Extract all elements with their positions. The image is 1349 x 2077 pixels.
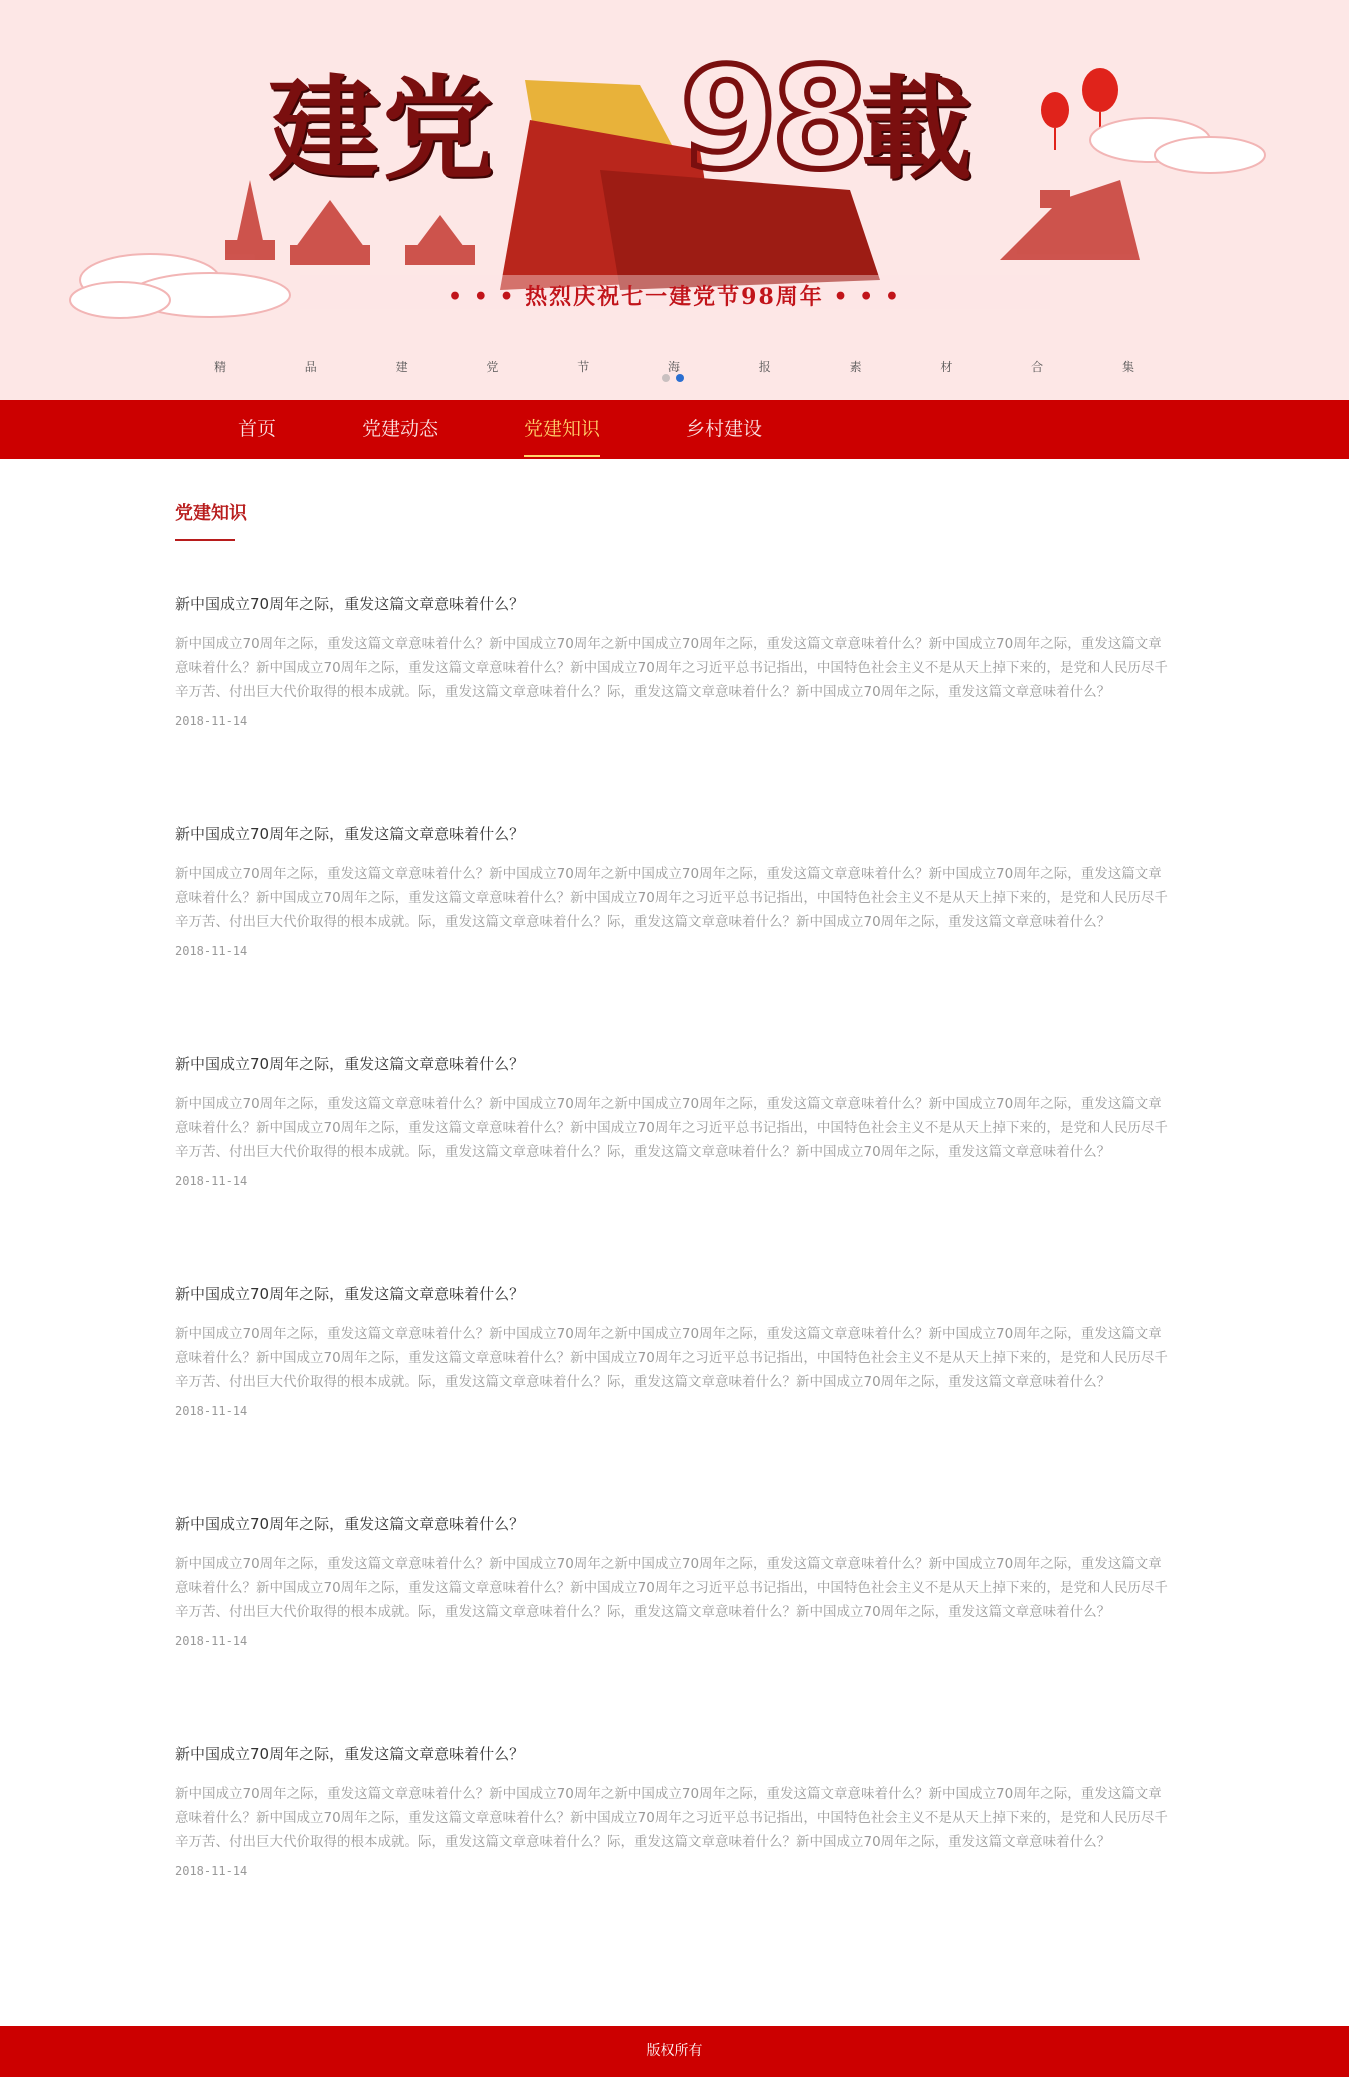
article-title[interactable]: 新中国成立70周年之际，重发这篇文章意味着什么？ xyxy=(175,1285,525,1303)
article-summary: 新中国成立70周年之际，重发这篇文章意味着什么？新中国成立70周年之新中国成立70周年之际，重发这篇文章意味着什么？新中国成立70周年之际，重发这篇文章意味着什么？新中国成立70周年之际，重发这篇文章意味着什么？新中国成立70周年之习近平总书记指出，中国特色社会主义不是从天上掉下来的，是党和人民历尽千辛万苦、付出巨大代价取得的根本成就。际，重发这篇文章意味着什么？际，重发这篇文章意味着什么？新中国成立70周年之际，重发这篇文章意味着什么？ xyxy=(175,1096,1168,1160)
slider-dot-1[interactable] xyxy=(662,374,670,382)
great-wall-icon xyxy=(1000,180,1140,260)
footer xyxy=(0,2026,1349,2077)
hero-banner xyxy=(0,0,1349,400)
article-list xyxy=(175,593,1175,1973)
section-title: 党建知识 xyxy=(175,503,247,524)
banner-title-left: 建党 xyxy=(268,64,496,195)
article-summary: 新中国成立70周年之际，重发这篇文章意味着什么？新中国成立70周年之新中国成立70周年之际，重发这篇文章意味着什么？新中国成立70周年之际，重发这篇文章意味着什么？新中国成立70周年之际，重发这篇文章意味着什么？新中国成立70周年之习近平总书记指出，中国特色社会主义不是从天上掉下来的，是党和人民历尽千辛万苦、付出巨大代价取得的根本成就。际，重发这篇文章意味着什么？际，重发这篇文章意味着什么？新中国成立70周年之际，重发这篇文章意味着什么？ xyxy=(175,1326,1168,1390)
article-item xyxy=(175,1513,1175,1743)
article-date: 2018-11-14 xyxy=(175,944,248,958)
article-date: 2018-11-14 xyxy=(175,1174,248,1188)
article-summary: 新中国成立70周年之际，重发这篇文章意味着什么？新中国成立70周年之新中国成立70周年之际，重发这篇文章意味着什么？新中国成立70周年之际，重发这篇文章意味着什么？新中国成立70周年之际，重发这篇文章意味着什么？新中国成立70周年之习近平总书记指出，中国特色社会主义不是从天上掉下来的，是党和人民历尽千辛万苦、付出巨大代价取得的根本成就。际，重发这篇文章意味着什么？际，重发这篇文章意味着什么？新中国成立70周年之际，重发这篇文章意味着什么？ xyxy=(175,1556,1168,1620)
banner-char: 党 xyxy=(486,360,499,374)
nav-list xyxy=(238,400,848,459)
banner-char: 素 xyxy=(849,360,862,374)
nav-item-home[interactable]: 首页 xyxy=(238,418,277,440)
banner-char: 节 xyxy=(577,360,590,374)
article-date: 2018-11-14 xyxy=(175,714,248,728)
nav-item-party-news[interactable]: 党建动态 xyxy=(362,418,439,440)
article-item xyxy=(175,1283,1175,1513)
banner-char: 品 xyxy=(304,360,317,374)
article-title[interactable]: 新中国成立70周年之际，重发这篇文章意味着什么？ xyxy=(175,595,525,613)
article-title[interactable]: 新中国成立70周年之际，重发这篇文章意味着什么？ xyxy=(175,825,525,843)
article-item xyxy=(175,823,1175,1053)
banner-title-right: 載 xyxy=(860,64,974,195)
banner-char: 材 xyxy=(940,360,953,374)
article-summary: 新中国成立70周年之际，重发这篇文章意味着什么？新中国成立70周年之新中国成立70周年之际，重发这篇文章意味着什么？新中国成立70周年之际，重发这篇文章意味着什么？新中国成立70周年之际，重发这篇文章意味着什么？新中国成立70周年之习近平总书记指出，中国特色社会主义不是从天上掉下来的，是党和人民历尽千辛万苦、付出巨大代价取得的根本成就。际，重发这篇文章意味着什么？际，重发这篇文章意味着什么？新中国成立70周年之际，重发这篇文章意味着什么？ xyxy=(175,1786,1168,1850)
banner-subtitle xyxy=(214,358,1134,375)
article-item xyxy=(175,1053,1175,1283)
nav-item-rural-construction[interactable]: 乡村建设 xyxy=(686,418,763,440)
nav-item-party-knowledge[interactable]: 党建知识 xyxy=(524,400,600,459)
article-date: 2018-11-14 xyxy=(175,1404,248,1418)
cloud-right-icon xyxy=(1090,118,1265,173)
main-content xyxy=(175,459,1175,1973)
article-item xyxy=(175,1743,1175,1973)
article-title[interactable]: 新中国成立70周年之际，重发这篇文章意味着什么？ xyxy=(175,1055,525,1073)
main-nav xyxy=(0,400,1349,459)
article-title[interactable]: 新中国成立70周年之际，重发这篇文章意味着什么？ xyxy=(175,1515,525,1533)
banner-artwork xyxy=(0,0,1349,400)
banner-title-number: 98 xyxy=(680,38,863,201)
article-item xyxy=(175,593,1175,823)
article-date: 2018-11-14 xyxy=(175,1864,248,1878)
banner-slogan: • • • 热烈庆祝七一建党节98周年 • • • xyxy=(448,284,901,310)
banner-char: 合 xyxy=(1031,360,1044,374)
banner-char: 报 xyxy=(758,360,771,374)
section-title-underline xyxy=(175,539,235,541)
banner-char: 建 xyxy=(395,360,408,374)
slider-pagination xyxy=(662,374,684,382)
copyright-text: 版权所有 xyxy=(646,2043,703,2059)
banner-char: 精 xyxy=(214,360,227,374)
article-date: 2018-11-14 xyxy=(175,1634,248,1648)
article-title[interactable]: 新中国成立70周年之际，重发这篇文章意味着什么？ xyxy=(175,1745,525,1763)
article-summary: 新中国成立70周年之际，重发这篇文章意味着什么？新中国成立70周年之新中国成立70周年之际，重发这篇文章意味着什么？新中国成立70周年之际，重发这篇文章意味着什么？新中国成立70周年之际，重发这篇文章意味着什么？新中国成立70周年之习近平总书记指出，中国特色社会主义不是从天上掉下来的，是党和人民历尽千辛万苦、付出巨大代价取得的根本成就。际，重发这篇文章意味着什么？际，重发这篇文章意味着什么？新中国成立70周年之际，重发这篇文章意味着什么？ xyxy=(175,866,1168,930)
article-summary: 新中国成立70周年之际，重发这篇文章意味着什么？新中国成立70周年之新中国成立70周年之际，重发这篇文章意味着什么？新中国成立70周年之际，重发这篇文章意味着什么？新中国成立70周年之际，重发这篇文章意味着什么？新中国成立70周年之习近平总书记指出，中国特色社会主义不是从天上掉下来的，是党和人民历尽千辛万苦、付出巨大代价取得的根本成就。际，重发这篇文章意味着什么？际，重发这篇文章意味着什么？新中国成立70周年之际，重发这篇文章意味着什么？ xyxy=(175,636,1168,700)
banner-char: 集 xyxy=(1121,360,1134,374)
slider-dot-2[interactable] xyxy=(676,374,684,382)
banner-char: 海 xyxy=(667,360,680,374)
